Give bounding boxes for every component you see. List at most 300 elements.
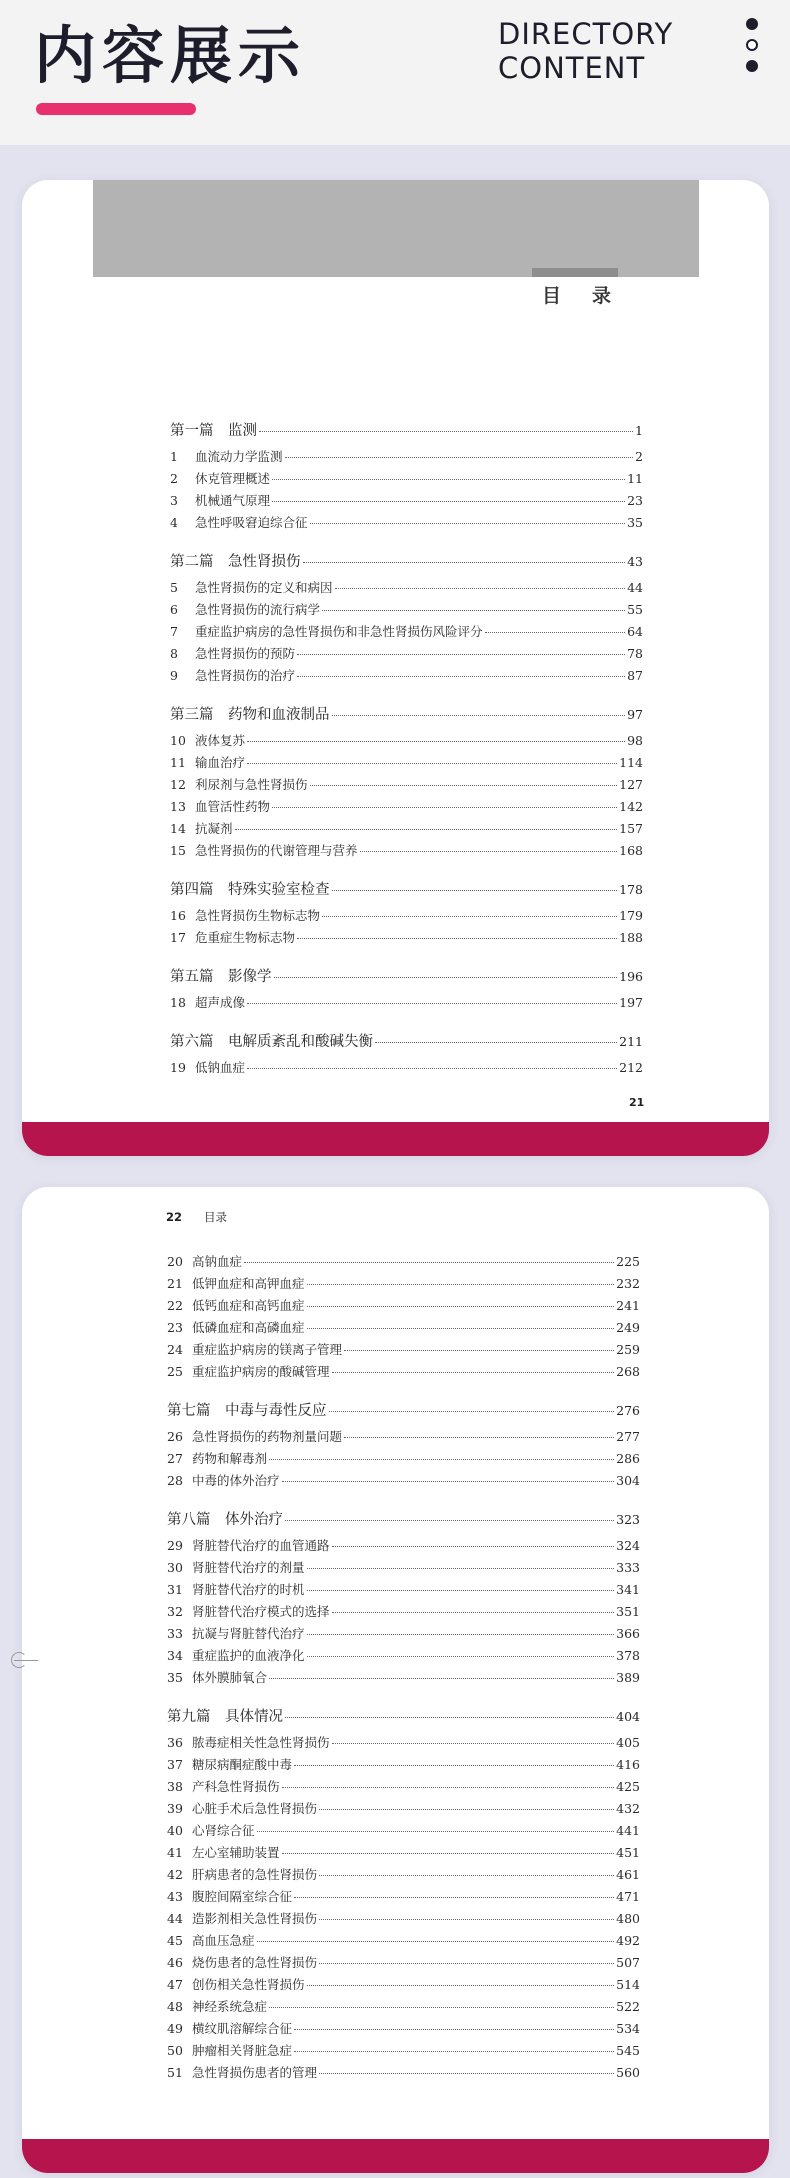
entry-page: 142 bbox=[619, 799, 643, 814]
entry-title: 机械通气原理 bbox=[195, 493, 271, 508]
toc-entry bbox=[167, 1776, 640, 1798]
toc-entry bbox=[170, 992, 643, 1014]
dot-leader bbox=[269, 1678, 614, 1679]
toc-entry bbox=[170, 752, 643, 774]
entry-page: 507 bbox=[616, 1955, 640, 1970]
dot-leader bbox=[332, 1372, 615, 1373]
entry-title: 烧伤患者的急性肾损伤 bbox=[192, 1955, 318, 1970]
toc-entry bbox=[170, 1057, 643, 1079]
toc-entry bbox=[167, 1273, 640, 1295]
dot-leader bbox=[332, 715, 626, 716]
dot-leader bbox=[307, 1306, 615, 1307]
entry-page: 286 bbox=[616, 1451, 640, 1466]
entry-number: 7 bbox=[170, 624, 178, 639]
toc-entry bbox=[167, 1908, 640, 1930]
dot-leader bbox=[332, 890, 618, 891]
entry-number: 47 bbox=[167, 1977, 183, 1992]
part-heading bbox=[170, 551, 643, 573]
running-header bbox=[166, 1209, 227, 1225]
entry-title: 产科急性肾损伤 bbox=[192, 1779, 280, 1794]
part-page: 404 bbox=[616, 1709, 640, 1724]
entry-title: 肾脏替代治疗的时机 bbox=[192, 1582, 305, 1597]
part-heading bbox=[167, 1509, 640, 1531]
toc-list bbox=[167, 1251, 640, 2084]
header-en-line1: DIRECTORY bbox=[498, 17, 674, 51]
toc-entry bbox=[170, 774, 643, 796]
entry-number: 44 bbox=[167, 1911, 183, 1926]
dot-leader bbox=[310, 523, 626, 524]
toc-entry bbox=[170, 730, 643, 752]
entry-page: 425 bbox=[616, 1779, 640, 1794]
entry-title: 肝病患者的急性肾损伤 bbox=[192, 1867, 318, 1882]
entry-title: 重症监护病房的急性肾损伤和非急性肾损伤风险评分 bbox=[195, 624, 483, 639]
entry-number: 50 bbox=[167, 2043, 183, 2058]
entry-title: 输血治疗 bbox=[195, 755, 246, 770]
entry-title: 急性肾损伤的流行病学 bbox=[195, 602, 321, 617]
entry-number: 40 bbox=[167, 1823, 183, 1838]
toc-entry bbox=[167, 1820, 640, 1842]
entry-number: 20 bbox=[167, 1254, 183, 1269]
toc-entry bbox=[167, 1579, 640, 1601]
part-page: 211 bbox=[619, 1034, 643, 1049]
dot-leader bbox=[285, 1717, 614, 1718]
entry-number: 2 bbox=[170, 471, 178, 486]
part-page: 97 bbox=[627, 707, 643, 722]
entry-page: 179 bbox=[619, 908, 643, 923]
entry-page: 324 bbox=[616, 1538, 640, 1553]
part-heading bbox=[170, 879, 643, 901]
entry-number: 31 bbox=[167, 1582, 183, 1597]
dot-leader bbox=[269, 1459, 614, 1460]
toc-entry bbox=[170, 446, 643, 468]
dot-leader bbox=[307, 1328, 615, 1329]
dot-leader bbox=[244, 1262, 614, 1263]
entry-title: 心脏手术后急性肾损伤 bbox=[192, 1801, 318, 1816]
entry-number: 6 bbox=[170, 602, 178, 617]
dot-leader bbox=[319, 1809, 614, 1810]
part-heading bbox=[170, 704, 643, 726]
toc-entry bbox=[167, 1339, 640, 1361]
entry-number: 26 bbox=[167, 1429, 183, 1444]
entry-title: 血流动力学监测 bbox=[195, 449, 283, 464]
part-title: 第二篇 急性肾损伤 bbox=[170, 554, 301, 570]
entry-title: 重症监护的血液净化 bbox=[192, 1648, 305, 1663]
entry-number: 48 bbox=[167, 1999, 183, 2014]
dot-leader bbox=[247, 1003, 617, 1004]
page-banner bbox=[93, 180, 699, 277]
entry-page: 366 bbox=[616, 1626, 640, 1641]
toc-title: 目 录 bbox=[542, 285, 618, 307]
entry-page: 11 bbox=[627, 471, 643, 486]
dot-leader bbox=[319, 1963, 614, 1964]
toc-entry bbox=[167, 1601, 640, 1623]
dot-leader bbox=[259, 431, 633, 432]
entry-number: 19 bbox=[170, 1060, 186, 1075]
entry-number: 37 bbox=[167, 1757, 183, 1772]
dot-leader bbox=[335, 588, 626, 589]
entry-number: 24 bbox=[167, 1342, 183, 1357]
entry-number: 36 bbox=[167, 1735, 183, 1750]
entry-page: 64 bbox=[627, 624, 643, 639]
toc-entry bbox=[167, 1667, 640, 1689]
entry-title: 急性肾损伤的代谢管理与营养 bbox=[195, 843, 358, 858]
toc-entry bbox=[167, 1295, 640, 1317]
dot-leader bbox=[307, 1985, 615, 1986]
entry-title: 重症监护病房的酸碱管理 bbox=[192, 1364, 330, 1379]
toc-page-2 bbox=[22, 1187, 769, 2173]
part-heading bbox=[167, 1706, 640, 1728]
entry-page: 451 bbox=[616, 1845, 640, 1860]
part-heading bbox=[170, 966, 643, 988]
toc-entry bbox=[170, 468, 643, 490]
part-page: 1 bbox=[635, 423, 643, 438]
dot-leader bbox=[247, 763, 617, 764]
dot-icon bbox=[746, 60, 758, 72]
entry-page: 35 bbox=[627, 515, 643, 530]
toc-entry bbox=[167, 1251, 640, 1273]
entry-number: 18 bbox=[170, 995, 186, 1010]
part-heading bbox=[170, 1031, 643, 1053]
entry-number: 4 bbox=[170, 515, 178, 530]
toc-entry bbox=[167, 1952, 640, 1974]
dot-leader bbox=[360, 851, 618, 852]
entry-title: 肿瘤相关肾脏急症 bbox=[192, 2043, 293, 2058]
entry-page: 389 bbox=[616, 1670, 640, 1685]
dot-leader bbox=[282, 1787, 615, 1788]
entry-number: 35 bbox=[167, 1670, 183, 1685]
entry-page: 249 bbox=[616, 1320, 640, 1335]
entry-title: 休克管理概述 bbox=[195, 471, 271, 486]
toc-entry bbox=[167, 1732, 640, 1754]
entry-title: 糖尿病酮症酸中毒 bbox=[192, 1757, 293, 1772]
toc-entry bbox=[167, 1930, 640, 1952]
toc-entry bbox=[167, 1470, 640, 1492]
dot-leader bbox=[247, 741, 625, 742]
toc-list bbox=[170, 420, 643, 1079]
running-page-number: 22 bbox=[166, 1210, 183, 1224]
toc-entry bbox=[167, 1798, 640, 1820]
toc-entry bbox=[167, 1426, 640, 1448]
entry-page: 127 bbox=[619, 777, 643, 792]
dot-leader bbox=[235, 829, 618, 830]
dot-leader bbox=[344, 1437, 614, 1438]
entry-page: 157 bbox=[619, 821, 643, 836]
dot-leader bbox=[375, 1042, 617, 1043]
entry-number: 49 bbox=[167, 2021, 183, 2036]
toc-entry bbox=[167, 1974, 640, 1996]
entry-number: 9 bbox=[170, 668, 178, 683]
entry-title: 抗凝剂 bbox=[195, 821, 233, 836]
entry-number: 39 bbox=[167, 1801, 183, 1816]
entry-number: 12 bbox=[170, 777, 186, 792]
part-heading bbox=[170, 420, 643, 442]
dot-leader bbox=[274, 977, 618, 978]
entry-number: 16 bbox=[170, 908, 186, 923]
entry-number: 5 bbox=[170, 580, 178, 595]
dot-leader bbox=[332, 1546, 615, 1547]
entry-page: 241 bbox=[616, 1298, 640, 1313]
entry-number: 11 bbox=[170, 755, 186, 770]
entry-page: 514 bbox=[616, 1977, 640, 1992]
entry-title: 急性肾损伤的定义和病因 bbox=[195, 580, 333, 595]
toc-entry bbox=[170, 577, 643, 599]
entry-page: 259 bbox=[616, 1342, 640, 1357]
part-page: 276 bbox=[616, 1403, 640, 1418]
entry-number: 38 bbox=[167, 1779, 183, 1794]
entry-number: 25 bbox=[167, 1364, 183, 1379]
entry-title: 血管活性药物 bbox=[195, 799, 271, 814]
toc-entry bbox=[167, 1886, 640, 1908]
header-en-line2: CONTENT bbox=[498, 51, 646, 85]
entry-page: 212 bbox=[619, 1060, 643, 1075]
entry-number: 22 bbox=[167, 1298, 183, 1313]
dot-leader bbox=[319, 2073, 614, 2074]
part-title: 第三篇 药物和血液制品 bbox=[170, 707, 330, 723]
entry-title: 高钠血症 bbox=[192, 1254, 243, 1269]
entry-number: 46 bbox=[167, 1955, 183, 1970]
entry-page: 23 bbox=[627, 493, 643, 508]
entry-page: 461 bbox=[616, 1867, 640, 1882]
dot-leader bbox=[297, 676, 625, 677]
dot-leader bbox=[319, 1919, 614, 1920]
entry-page: 268 bbox=[616, 1364, 640, 1379]
entry-page: 560 bbox=[616, 2065, 640, 2080]
entry-page: 2 bbox=[635, 449, 643, 464]
entry-page: 405 bbox=[616, 1735, 640, 1750]
entry-title: 急性肾损伤的药物剂量问题 bbox=[192, 1429, 343, 1444]
part-heading bbox=[167, 1400, 640, 1422]
dot-leader bbox=[272, 479, 625, 480]
entry-page: 333 bbox=[616, 1560, 640, 1575]
entry-number: 30 bbox=[167, 1560, 183, 1575]
entry-number: 23 bbox=[167, 1320, 183, 1335]
entry-page: 480 bbox=[616, 1911, 640, 1926]
dot-leader bbox=[269, 2007, 614, 2008]
toc-entry bbox=[167, 1557, 640, 1579]
entry-title: 抗凝与肾脏替代治疗 bbox=[192, 1626, 305, 1641]
entry-number: 28 bbox=[167, 1473, 183, 1488]
entry-page: 545 bbox=[616, 2043, 640, 2058]
entry-number: 45 bbox=[167, 1933, 183, 1948]
entry-number: 15 bbox=[170, 843, 186, 858]
dot-leader bbox=[307, 1656, 615, 1657]
entry-number: 8 bbox=[170, 646, 178, 661]
entry-number: 14 bbox=[170, 821, 186, 836]
toc-entry bbox=[167, 1361, 640, 1383]
dot-leader bbox=[322, 610, 625, 611]
entry-page: 232 bbox=[616, 1276, 640, 1291]
part-title: 第一篇 监测 bbox=[170, 423, 257, 439]
dot-leader bbox=[303, 562, 626, 563]
entry-page: 277 bbox=[616, 1429, 640, 1444]
dot-leader bbox=[332, 1743, 615, 1744]
entry-number: 32 bbox=[167, 1604, 183, 1619]
entry-page: 55 bbox=[627, 602, 643, 617]
dot-leader bbox=[307, 1284, 615, 1285]
page-footer-bar bbox=[22, 1122, 769, 1156]
part-title: 第六篇 电解质紊乱和酸碱失衡 bbox=[170, 1034, 373, 1050]
entry-page: 432 bbox=[616, 1801, 640, 1816]
dot-leader bbox=[307, 1590, 615, 1591]
toc-entry bbox=[170, 840, 643, 862]
toc-entry bbox=[167, 1317, 640, 1339]
dot-icon bbox=[746, 39, 758, 51]
toc-entry bbox=[167, 1645, 640, 1667]
dot-leader bbox=[307, 1568, 615, 1569]
header-title: 内容展示 bbox=[34, 19, 307, 92]
toc-page-1 bbox=[22, 180, 769, 1156]
toc-entry bbox=[167, 2040, 640, 2062]
entry-title: 高血压急症 bbox=[192, 1933, 255, 1948]
dot-leader bbox=[332, 1612, 615, 1613]
entry-title: 利尿剂与急性肾损伤 bbox=[195, 777, 308, 792]
dot-leader bbox=[282, 1481, 615, 1482]
entry-title: 重症监护病房的镁离子管理 bbox=[192, 1342, 343, 1357]
entry-number: 51 bbox=[167, 2065, 183, 2080]
dot-leader bbox=[272, 807, 617, 808]
header-english-title bbox=[498, 17, 673, 85]
part-page: 196 bbox=[619, 969, 643, 984]
entry-page: 304 bbox=[616, 1473, 640, 1488]
entry-title: 中毒的体外治疗 bbox=[192, 1473, 280, 1488]
entry-title: 肾脏替代治疗模式的选择 bbox=[192, 1604, 330, 1619]
entry-page: 168 bbox=[619, 843, 643, 858]
entry-page: 225 bbox=[616, 1254, 640, 1269]
dot-leader bbox=[247, 1068, 617, 1069]
entry-title: 腹腔间隔室综合征 bbox=[192, 1889, 293, 1904]
entry-page: 87 bbox=[627, 668, 643, 683]
entry-page: 197 bbox=[619, 995, 643, 1010]
toc-entry bbox=[167, 1535, 640, 1557]
toc-entry bbox=[167, 1864, 640, 1886]
toc-entry bbox=[167, 1623, 640, 1645]
dot-leader bbox=[285, 1520, 614, 1521]
entry-title: 心肾综合征 bbox=[192, 1823, 255, 1838]
dot-leader bbox=[319, 1875, 614, 1876]
entry-page: 378 bbox=[616, 1648, 640, 1663]
entry-title: 神经系统急症 bbox=[192, 1999, 268, 2014]
part-title: 第四篇 特殊实验室检查 bbox=[170, 882, 330, 898]
toc-entry bbox=[167, 1448, 640, 1470]
toc-entry bbox=[170, 927, 643, 949]
entry-title: 肾脏替代治疗的剂量 bbox=[192, 1560, 305, 1575]
toc-entry bbox=[170, 905, 643, 927]
dot-leader bbox=[329, 1411, 615, 1412]
entry-page: 44 bbox=[627, 580, 643, 595]
dot-leader bbox=[322, 916, 617, 917]
dot-leader bbox=[272, 501, 625, 502]
toc-entry bbox=[167, 1842, 640, 1864]
dot-leader bbox=[307, 1634, 615, 1635]
toc-entry bbox=[167, 2062, 640, 2084]
toc-entry bbox=[167, 1996, 640, 2018]
toc-entry bbox=[170, 490, 643, 512]
entry-number: 41 bbox=[167, 1845, 183, 1860]
entry-title: 急性呼吸窘迫综合征 bbox=[195, 515, 308, 530]
part-page: 178 bbox=[619, 882, 643, 897]
entry-page: 534 bbox=[616, 2021, 640, 2036]
entry-page: 188 bbox=[619, 930, 643, 945]
running-title: 目录 bbox=[204, 1210, 228, 1224]
part-title: 第八篇 体外治疗 bbox=[167, 1512, 283, 1528]
dot-leader bbox=[294, 2051, 614, 2052]
dot-leader bbox=[485, 632, 626, 633]
entry-title: 体外膜肺氧合 bbox=[192, 1670, 268, 1685]
toc-entry bbox=[170, 512, 643, 534]
toc-entry bbox=[170, 643, 643, 665]
part-page: 43 bbox=[627, 554, 643, 569]
page-number: 21 bbox=[629, 1096, 645, 1109]
entry-title: 危重症生物标志物 bbox=[195, 930, 296, 945]
entry-title: 液体复苏 bbox=[195, 733, 246, 748]
entry-number: 42 bbox=[167, 1867, 183, 1882]
banner-tab bbox=[532, 268, 618, 277]
toc-entry bbox=[170, 818, 643, 840]
entry-page: 98 bbox=[627, 733, 643, 748]
entry-title: 创伤相关急性肾损伤 bbox=[192, 1977, 305, 1992]
dot-leader bbox=[282, 1853, 615, 1854]
entry-title: 造影剂相关急性肾损伤 bbox=[192, 1911, 318, 1926]
toc-entry bbox=[170, 796, 643, 818]
entry-page: 471 bbox=[616, 1889, 640, 1904]
part-page: 323 bbox=[616, 1512, 640, 1527]
entry-title: 药物和解毒剂 bbox=[192, 1451, 268, 1466]
toc-entry bbox=[170, 599, 643, 621]
page-dots bbox=[746, 18, 758, 81]
entry-number: 1 bbox=[170, 449, 178, 464]
dot-leader bbox=[294, 2029, 614, 2030]
toc-entry bbox=[167, 1754, 640, 1776]
dot-leader bbox=[294, 1897, 614, 1898]
header-accent-bar bbox=[36, 103, 196, 115]
header bbox=[0, 0, 790, 145]
toc-entry bbox=[170, 665, 643, 687]
entry-title: 超声成像 bbox=[195, 995, 246, 1010]
crosshair-icon bbox=[14, 1660, 38, 1661]
entry-page: 78 bbox=[627, 646, 643, 661]
entry-title: 急性肾损伤患者的管理 bbox=[192, 2065, 318, 2080]
dot-leader bbox=[257, 1831, 615, 1832]
entry-number: 43 bbox=[167, 1889, 183, 1904]
entry-page: 114 bbox=[619, 755, 643, 770]
entry-number: 29 bbox=[167, 1538, 183, 1553]
entry-number: 21 bbox=[167, 1276, 183, 1291]
dot-leader bbox=[297, 654, 625, 655]
page-footer-bar bbox=[22, 2139, 769, 2173]
entry-page: 441 bbox=[616, 1823, 640, 1838]
entry-title: 横纹肌溶解综合征 bbox=[192, 2021, 293, 2036]
entry-number: 13 bbox=[170, 799, 186, 814]
entry-title: 左心室辅助装置 bbox=[192, 1845, 280, 1860]
part-title: 第五篇 影像学 bbox=[170, 969, 272, 985]
entry-page: 351 bbox=[616, 1604, 640, 1619]
entry-page: 341 bbox=[616, 1582, 640, 1597]
entry-title: 低钙血症和高钙血症 bbox=[192, 1298, 305, 1313]
entry-number: 3 bbox=[170, 493, 178, 508]
entry-title: 肾脏替代治疗的血管通路 bbox=[192, 1538, 330, 1553]
entry-title: 急性肾损伤的预防 bbox=[195, 646, 296, 661]
dot-leader bbox=[344, 1350, 614, 1351]
dot-icon bbox=[746, 18, 758, 30]
dot-leader bbox=[257, 1941, 615, 1942]
part-title: 第九篇 具体情况 bbox=[167, 1709, 283, 1725]
entry-page: 492 bbox=[616, 1933, 640, 1948]
entry-number: 34 bbox=[167, 1648, 183, 1663]
entry-title: 脓毒症相关性急性肾损伤 bbox=[192, 1735, 330, 1750]
entry-page: 416 bbox=[616, 1757, 640, 1772]
entry-title: 低磷血症和高磷血症 bbox=[192, 1320, 305, 1335]
entry-number: 17 bbox=[170, 930, 186, 945]
